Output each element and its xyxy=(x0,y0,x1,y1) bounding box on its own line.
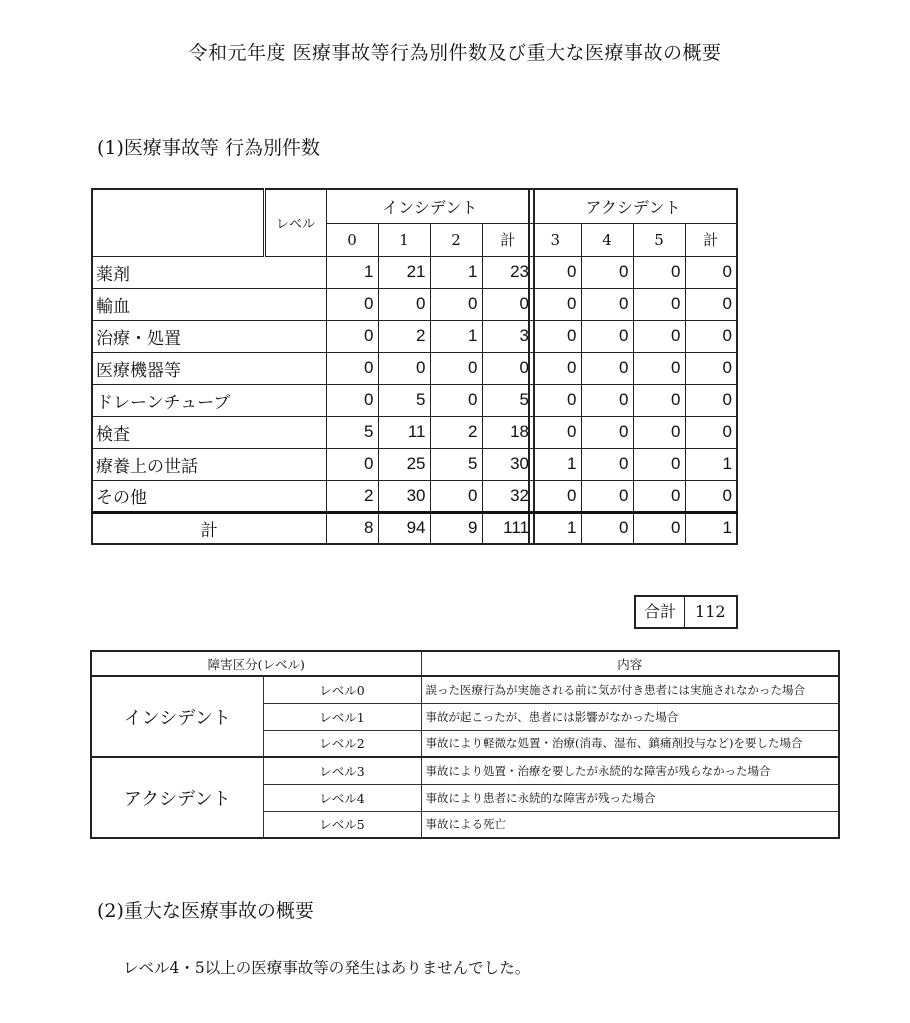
accident-row xyxy=(529,480,737,512)
row-label: 治療・処置 xyxy=(92,320,326,352)
level-name: レベル2 xyxy=(263,730,421,757)
value-cell: 0 xyxy=(633,352,685,384)
level-description: 誤った医療行為が実施される前に気が付き患者には実施されなかった場合 xyxy=(421,676,839,703)
total-cell: 0 xyxy=(581,512,633,544)
value-cell: 1 xyxy=(430,320,482,352)
value-cell: 0 xyxy=(633,480,685,512)
total-cell: 1 xyxy=(529,512,581,544)
accident-row xyxy=(529,448,737,480)
value-cell: 1 xyxy=(529,448,581,480)
value-cell: 32 xyxy=(482,480,534,512)
value-cell: 0 xyxy=(581,256,633,288)
value-cell: 0 xyxy=(581,320,633,352)
total-cell: 9 xyxy=(430,512,482,544)
value-cell: 23 xyxy=(482,256,534,288)
value-cell: 0 xyxy=(529,320,581,352)
value-cell: 0 xyxy=(529,288,581,320)
header-category: 障害区分(レベル) xyxy=(91,651,421,676)
incident-row xyxy=(92,288,534,320)
value-cell: 0 xyxy=(529,352,581,384)
total-cell: 111 xyxy=(482,512,534,544)
value-cell: 11 xyxy=(378,416,430,448)
value-cell: 0 xyxy=(685,480,737,512)
value-cell: 0 xyxy=(529,384,581,416)
value-cell: 0 xyxy=(326,448,378,480)
value-cell: 0 xyxy=(482,288,534,320)
level-group-name: アクシデント xyxy=(91,757,263,838)
col-header: 5 xyxy=(633,223,685,256)
total-cell: 94 xyxy=(378,512,430,544)
value-cell: 0 xyxy=(326,288,378,320)
level-row xyxy=(91,676,839,703)
incident-row xyxy=(92,384,534,416)
value-cell: 0 xyxy=(529,256,581,288)
row-label: 療養上の世話 xyxy=(92,448,326,480)
total-cell: 8 xyxy=(326,512,378,544)
incident-table xyxy=(91,188,535,545)
section2-text: レベル4・5以上の医療事故等の発生はありませんでした。 xyxy=(123,959,531,977)
value-cell: 3 xyxy=(482,320,534,352)
header-content: 内容 xyxy=(421,651,839,676)
value-cell: 0 xyxy=(633,416,685,448)
value-cell: 5 xyxy=(326,416,378,448)
value-cell: 0 xyxy=(685,288,737,320)
value-cell: 0 xyxy=(430,288,482,320)
accident-table xyxy=(528,188,738,545)
value-cell: 1 xyxy=(685,448,737,480)
level-description: 事故による死亡 xyxy=(421,811,839,838)
value-cell: 0 xyxy=(581,288,633,320)
value-cell: 0 xyxy=(633,320,685,352)
row-label: 医療機器等 xyxy=(92,352,326,384)
level-label: レベル xyxy=(264,189,326,256)
row-label: 輸血 xyxy=(92,288,326,320)
value-cell: 18 xyxy=(482,416,534,448)
value-cell: 0 xyxy=(378,288,430,320)
incident-group-label: インシデント xyxy=(326,189,534,223)
col-header: 0 xyxy=(326,223,378,256)
row-label: 薬剤 xyxy=(92,256,326,288)
grand-total-box xyxy=(634,595,738,629)
level-group-name: インシデント xyxy=(91,676,263,757)
level-row xyxy=(91,757,839,784)
value-cell: 0 xyxy=(326,384,378,416)
grand-total-label: 合計 xyxy=(644,602,677,621)
col-header: 4 xyxy=(581,223,633,256)
value-cell: 0 xyxy=(633,288,685,320)
value-cell: 0 xyxy=(581,416,633,448)
row-label: 検査 xyxy=(92,416,326,448)
section1-heading: (1)医療事故等 行為別件数 xyxy=(97,137,320,159)
value-cell: 30 xyxy=(378,480,430,512)
value-cell: 0 xyxy=(633,448,685,480)
value-cell: 0 xyxy=(685,416,737,448)
value-cell: 0 xyxy=(685,352,737,384)
value-cell: 5 xyxy=(482,384,534,416)
value-cell: 2 xyxy=(378,320,430,352)
value-cell: 21 xyxy=(378,256,430,288)
section2-heading: (2)重大な医療事故の概要 xyxy=(97,900,314,922)
level-description: 事故が起こったが、患者には影響がなかった場合 xyxy=(421,703,839,730)
value-cell: 25 xyxy=(378,448,430,480)
incident-row xyxy=(92,352,534,384)
accident-row xyxy=(529,256,737,288)
value-cell: 30 xyxy=(482,448,534,480)
accident-row xyxy=(529,320,737,352)
value-cell: 0 xyxy=(581,384,633,416)
row-label: ドレーンチューブ xyxy=(92,384,326,416)
total-cell: 1 xyxy=(685,512,737,544)
col-header: 計 xyxy=(685,223,737,256)
value-cell: 0 xyxy=(482,352,534,384)
incident-row xyxy=(92,320,534,352)
accident-row xyxy=(529,416,737,448)
value-cell: 5 xyxy=(430,448,482,480)
level-name: レベル0 xyxy=(263,676,421,703)
accident-row xyxy=(529,288,737,320)
value-cell: 0 xyxy=(430,480,482,512)
accident-row xyxy=(529,384,737,416)
level-name: レベル5 xyxy=(263,811,421,838)
value-cell: 0 xyxy=(378,352,430,384)
level-name: レベル4 xyxy=(263,784,421,811)
total-cell: 0 xyxy=(633,512,685,544)
level-description: 事故により処置・治療を要したが永続的な障害が残らなかった場合 xyxy=(421,757,839,784)
value-cell: 0 xyxy=(633,384,685,416)
incident-row xyxy=(92,480,534,512)
incident-row xyxy=(92,448,534,480)
grand-total-value: 112 xyxy=(684,597,736,627)
value-cell: 0 xyxy=(685,256,737,288)
level-description: 事故により患者に永続的な障害が残った場合 xyxy=(421,784,839,811)
value-cell: 0 xyxy=(326,352,378,384)
accident-row xyxy=(529,352,737,384)
col-header: 2 xyxy=(430,223,482,256)
page-title: 令和元年度 医療事故等行為別件数及び重大な医療事故の概要 xyxy=(188,42,722,64)
value-cell: 0 xyxy=(685,384,737,416)
value-cell: 0 xyxy=(529,480,581,512)
value-cell: 0 xyxy=(529,416,581,448)
value-cell: 0 xyxy=(685,320,737,352)
level-name: レベル1 xyxy=(263,703,421,730)
col-header: 計 xyxy=(482,223,534,256)
value-cell: 0 xyxy=(581,480,633,512)
value-cell: 2 xyxy=(326,480,378,512)
accident-group-label: アクシデント xyxy=(529,189,737,223)
value-cell: 0 xyxy=(581,352,633,384)
value-cell: 1 xyxy=(430,256,482,288)
total-label: 計 xyxy=(92,512,326,544)
value-cell: 1 xyxy=(326,256,378,288)
level-name: レベル3 xyxy=(263,757,421,784)
value-cell: 0 xyxy=(633,256,685,288)
value-cell: 5 xyxy=(378,384,430,416)
col-header: 3 xyxy=(529,223,581,256)
value-cell: 0 xyxy=(326,320,378,352)
value-cell: 0 xyxy=(581,448,633,480)
value-cell: 0 xyxy=(430,352,482,384)
value-cell: 2 xyxy=(430,416,482,448)
corner-cell xyxy=(92,189,264,256)
row-label: その他 xyxy=(92,480,326,512)
level-description: 事故により軽微な処置・治療(消毒、湿布、鎮痛剤投与など)を要した場合 xyxy=(421,730,839,757)
incident-row xyxy=(92,416,534,448)
level-definition-table xyxy=(90,650,840,839)
incident-row xyxy=(92,256,534,288)
col-header: 1 xyxy=(378,223,430,256)
value-cell: 0 xyxy=(430,384,482,416)
